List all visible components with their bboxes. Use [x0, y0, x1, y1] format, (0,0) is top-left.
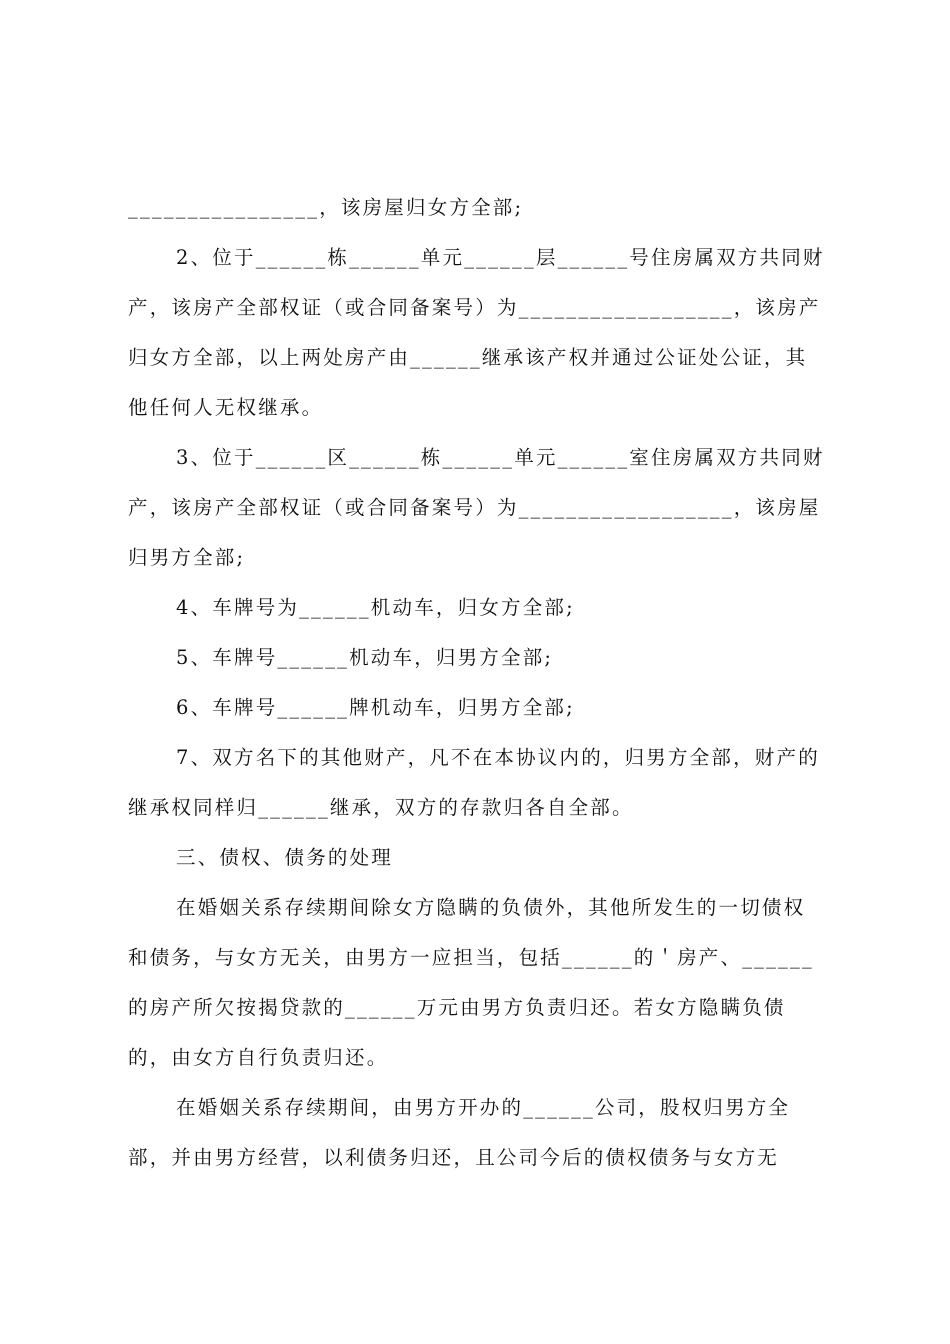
- section-heading: 三、债权、债务的处理: [176, 846, 394, 869]
- text-line: 产，该房产全部权证（或合同备案号）为__________________，该房屋: [128, 496, 821, 519]
- text-line: ________________，该房屋归女方全部;: [128, 196, 524, 219]
- text-line: 归女方全部，以上两处房产由______继承该产权并通过公证处公证，其: [128, 346, 808, 369]
- text-line: 部，并由男方经营，以利债务归还，且公司今后的债权债务与女方无: [128, 1146, 780, 1169]
- text-line: 和债务，与女方无关，由男方一应担当，包括______的＇房产、______: [128, 946, 814, 969]
- text-line: 归男方全部;: [128, 546, 246, 569]
- text-line: 6、车牌号______牌机动车，归男方全部;: [176, 696, 575, 719]
- text-line: 4、车牌号为______机动车，归女方全部;: [176, 596, 575, 619]
- text-line: 的房产所欠按揭贷款的______万元由男方负责归还。若女方隐瞒负债: [128, 996, 786, 1019]
- text-line: 3、位于______区______栋______单元______室住房属双方共同财: [176, 446, 825, 469]
- text-line: 5、车牌号______机动车，归男方全部;: [176, 646, 554, 669]
- text-line: 继承权同样归______继承，双方的存款归各自全部。: [128, 796, 634, 819]
- text-line: 他任何人无权继承。: [128, 396, 324, 419]
- text-line: 7、双方名下的其他财产，凡不在本协议内的，归男方全部，财产的: [176, 746, 820, 769]
- text-line: 2、位于______栋______单元______层______号住房属双方共同财: [176, 246, 825, 269]
- text-line: 在婚姻关系存续期间除女方隐瞒的负债外，其他所发生的一切债权: [176, 896, 806, 919]
- text-line: 在婚姻关系存续期间，由男方开办的______公司，股权归男方全: [176, 1096, 791, 1119]
- text-line: 的，由女方自行负责归还。: [128, 1046, 389, 1069]
- text-line: 产，该房产全部权证（或合同备案号）为__________________，该房产: [128, 296, 821, 319]
